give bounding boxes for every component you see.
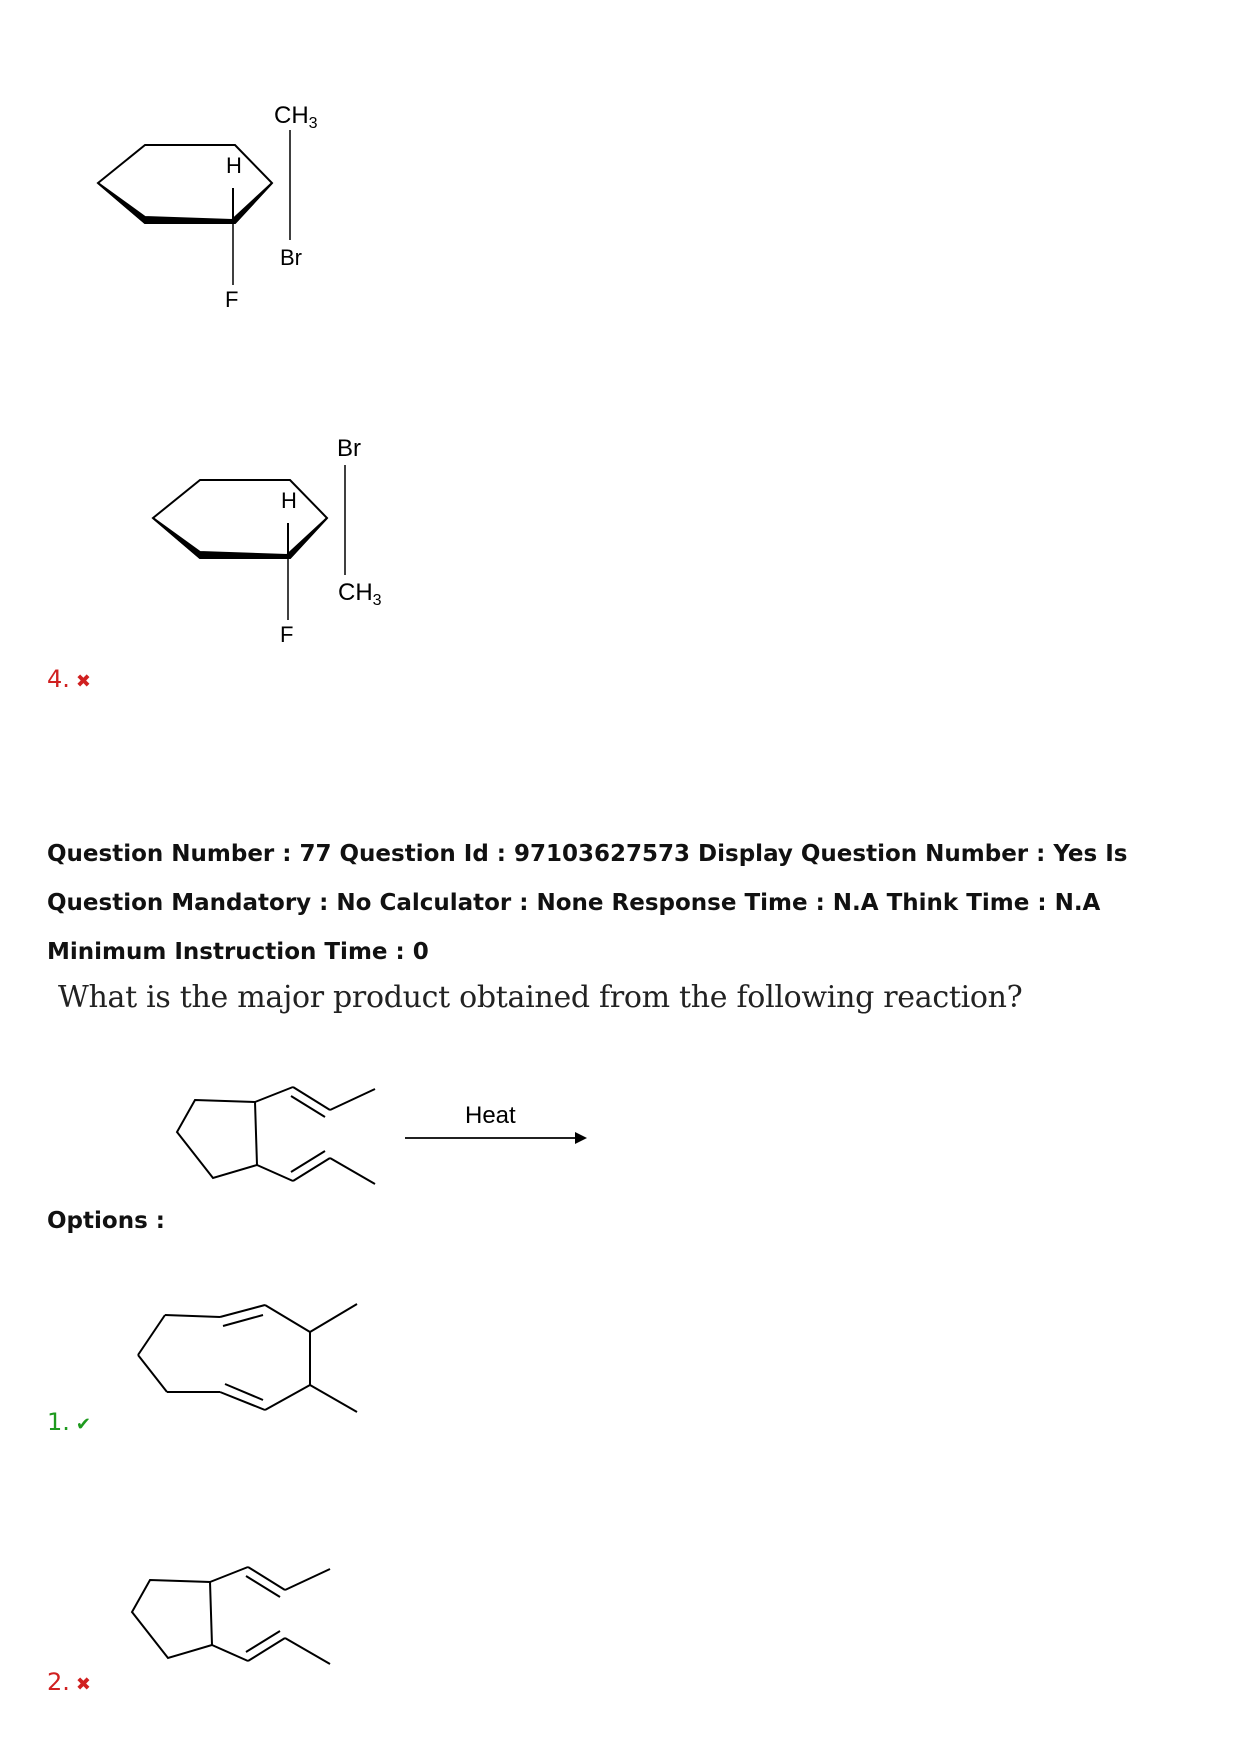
option-2-number: 2. [47, 1668, 70, 1696]
option-1-label[interactable] [47, 1408, 91, 1436]
option-2-structure [130, 1560, 370, 1675]
question-meta: Question Number : 77 Question Id : 97103627573 Display Question Number : Yes Is Question Mandatory : No Calculator : None Response Time : N.A Think Time : N.A Minimum Instruction Time : 0 [47, 841, 1128, 965]
option-4-number: 4. [47, 665, 70, 693]
substituent-top: $CH_3$ [274, 102, 318, 132]
substituent-bottom: Br [280, 245, 302, 270]
reaction-condition: Heat [465, 1102, 516, 1129]
option-4-structure [145, 430, 405, 645]
substituent-top: Br [337, 435, 361, 462]
options-label: Options : [47, 1208, 165, 1234]
reaction-scheme [175, 1080, 595, 1195]
option-1-number: 1. [47, 1408, 70, 1436]
question-text: What is the major product obtained from the following reaction? [58, 980, 1023, 1015]
check-icon: ✔ [75, 1414, 91, 1435]
option-4-label [47, 665, 91, 693]
substituent-bottom: $CH_3$ [338, 579, 382, 609]
substituent-h: H [281, 488, 297, 513]
cross-icon: ✖ [75, 671, 91, 692]
option-2-label[interactable] [47, 1668, 91, 1696]
option-1-structure [135, 1300, 375, 1430]
option-3-structure [90, 95, 350, 310]
substituent-h: H [226, 153, 242, 178]
substituent-f: F [280, 622, 294, 645]
cross-icon: ✖ [75, 1674, 91, 1695]
substituent-f: F [225, 287, 239, 310]
